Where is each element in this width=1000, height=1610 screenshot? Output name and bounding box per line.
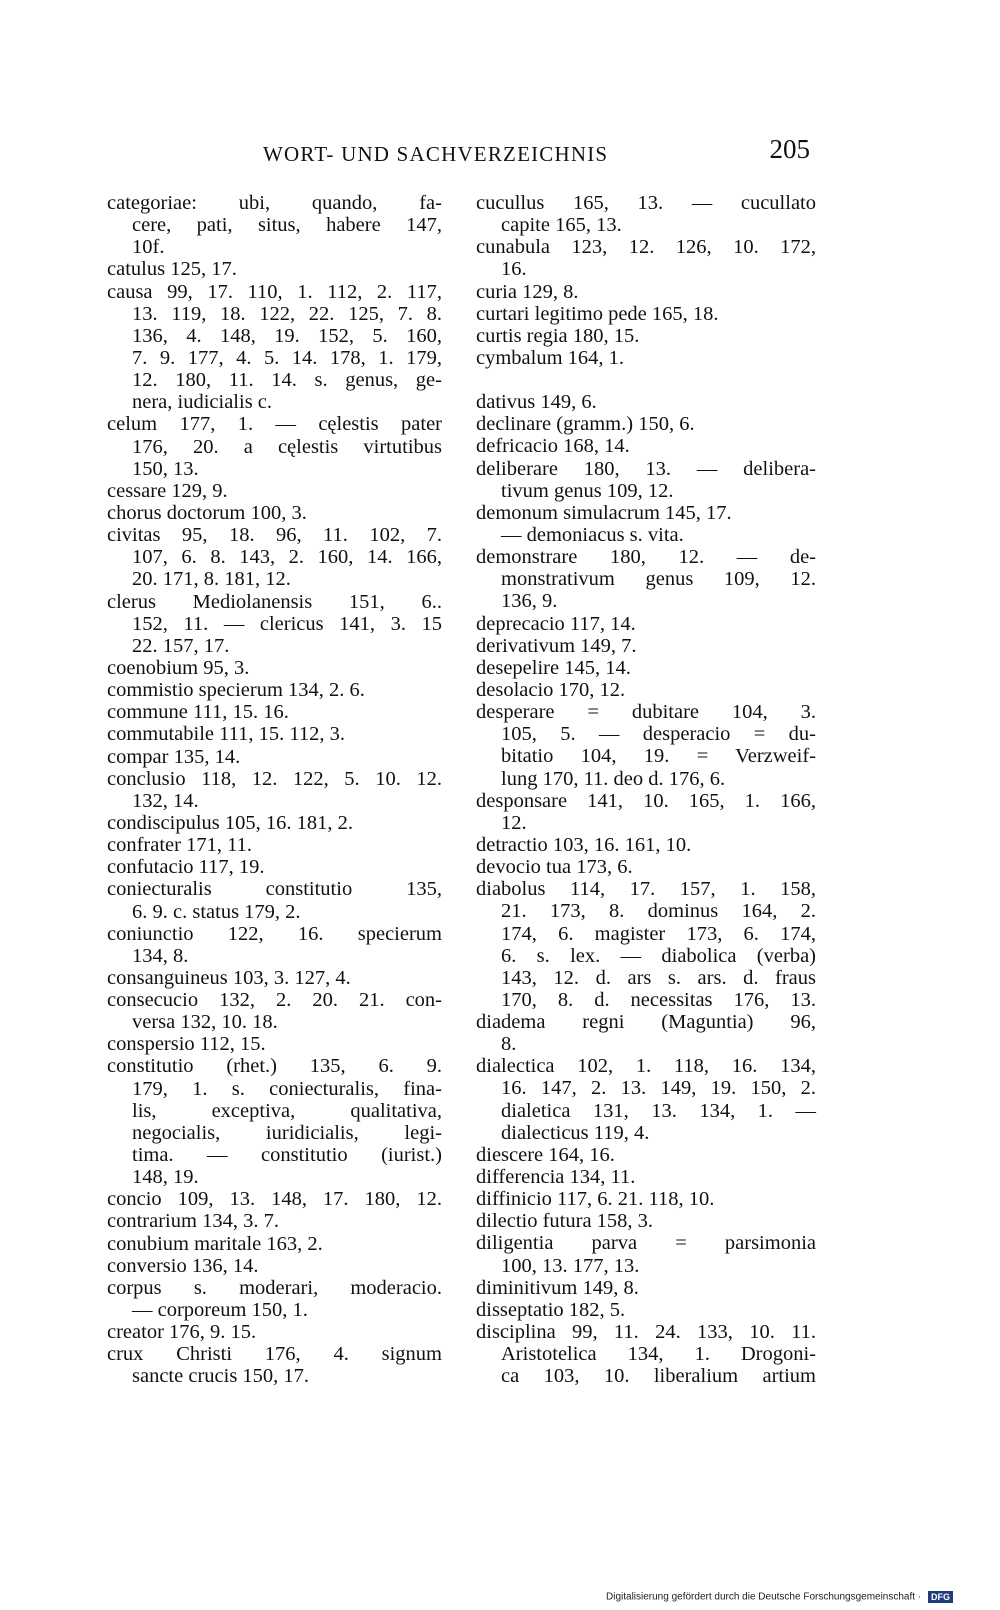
dfg-logo: DFG [928,1591,953,1603]
index-entry-line: cymbalum 164, 1. [476,346,625,369]
index-entry-line: cunabula 123, 12. 126, 10. 172, [476,236,816,259]
index-entry-line: differencia 134, 11. [476,1166,636,1189]
index-entry-line: commutabile 111, 15. 112, 3. [107,723,345,746]
index-entry-continuation: 21. 173, 8. dominus 164, 2. [501,900,816,923]
index-entry-continuation: nera, iudicialis c. [132,391,273,414]
index-entry-line: desolacio 170, 12. [476,678,626,701]
index-entry-line: coenobium 95, 3. [107,656,250,679]
index-entry-continuation: negocialis, iuridicialis, legi- [132,1121,442,1144]
index-entry-continuation: 16. [501,258,527,281]
index-entry-line: cucullus 165, 13. — cucullato [476,192,816,214]
index-entry-continuation: 12. 180, 11. 14. s. genus, ge- [132,369,442,392]
index-entry-continuation: 107, 6. 8. 143, 2. 160, 14. 166, [132,546,442,569]
index-entry-line: curtis regia 180, 15. [476,324,640,347]
index-entry-line: desponsare 141, 10. 165, 1. 166, [476,789,816,812]
index-entry-line: conclusio 118, 12. 122, 5. 10. 12. [107,767,442,790]
index-entry-line: constitutio (rhet.) 135, 6. 9. [107,1055,442,1078]
index-entry-continuation: 22. 157, 17. [132,634,230,657]
index-entry-continuation: versa 132, 10. 18. [132,1011,278,1034]
index-entry-line: cessare 129, 9. [107,479,228,502]
digitization-credit [606,1591,953,1603]
index-entry-continuation: sancte crucis 150, 17. [132,1365,310,1388]
index-entry-line: diminitivum 149, 8. [476,1276,639,1299]
index-entry-line: concio 109, 13. 148, 17. 180, 12. [107,1188,442,1211]
index-entry-continuation: — demoniacus s. vita. [501,523,684,546]
index-entry-line: causa 99, 17. 110, 1. 112, 2. 117, [107,280,442,303]
index-entry-line: dilectio futura 158, 3. [476,1210,654,1233]
index-entry-continuation: 16. 147, 2. 13. 149, 19. 150, 2. [501,1077,816,1100]
index-entry-line: coniecturalis constitutio 135, [107,878,442,901]
index-entry-continuation: 174, 6. magister 173, 6. 174, [501,922,816,945]
index-entry-line: defricacio 168, 14. [476,435,630,458]
index-entry-line: curia 129, 8. [476,280,579,303]
index-column-left [107,192,442,1388]
index-entry-continuation: 143, 12. d. ars s. ars. d. fraus [501,966,816,989]
index-entry-line: civitas 95, 18. 96, 11. 102, 7. [107,524,442,547]
index-entry-continuation: 7. 9. 177, 4. 5. 14. 178, 1. 179, [132,346,442,369]
index-entry-line: disseptatio 182, 5. [476,1298,626,1321]
index-entry-continuation: 132, 14. [132,789,199,812]
index-entry-continuation: ca 103, 10. liberalium artium [501,1365,816,1388]
index-entry-line: conversio 136, 14. [107,1254,259,1277]
index-entry-line: contrarium 134, 3. 7. [107,1210,279,1233]
page-number: 205 [769,134,810,164]
index-entry-line: creator 176, 9. 15. [107,1321,257,1344]
index-entry-continuation: 8. [501,1033,517,1056]
index-entry-line: crux Christi 176, 4. signum [107,1343,442,1366]
index-entry-continuation: 100, 13. 177, 13. [501,1254,640,1277]
index-entry-continuation: Aristotelica 134, 1. Drogoni- [501,1343,816,1366]
index-entry-continuation: 150, 13. [132,457,199,480]
index-entry-line: clerus Mediolanensis 151, 6.. [107,590,442,613]
index-entry-continuation: dialetica 131, 13. 134, 1. — [501,1099,816,1122]
index-entry-line: curtari legitimo pede 165, 18. [476,302,719,325]
index-entry-line: desperare = dubitare 104, 3. [476,701,816,724]
page-title: WORT- UND SACHVERZEICHNIS [263,142,609,166]
index-entry-continuation: 10f. [132,236,165,259]
page-header [108,134,808,174]
index-entry-continuation: tima. — constitutio (iurist.) [132,1144,442,1167]
index-entry-continuation: tivum genus 109, 12. [501,479,674,502]
index-entry-line: compar 135, 14. [107,745,241,768]
index-entry-line: diescere 164, 16. [476,1143,615,1166]
index-entry-line: dativus 149, 6. [476,391,597,414]
index-entry-continuation: bitatio 104, 19. = Verzweif- [501,745,816,768]
index-entry-line: diffinicio 117, 6. 21. 118, 10. [476,1188,715,1211]
index-entry-line: diadema regni (Maguntia) 96, [476,1011,816,1034]
index-entry-continuation: 179, 1. s. coniecturalis, fina- [132,1077,442,1100]
index-entry-continuation: capite 165, 13. [501,214,622,237]
footer-text: Digitalisierung gefördert durch die Deutsche Forschungsgemeinschaft · [606,1591,922,1603]
index-entry-continuation: — corporeum 150, 1. [132,1299,308,1322]
index-entry-continuation: 13. 119, 18. 122, 22. 125, 7. 8. [132,302,442,325]
index-entry-line: deliberare 180, 13. — delibera- [476,457,816,480]
index-entry-line: catulus 125, 17. [107,258,237,281]
index-entry-line: demonstrare 180, 12. — de- [476,546,816,569]
index-entry-line: detractio 103, 16. 161, 10. [476,833,692,856]
index-entry-continuation: 105, 5. — desperacio = du- [501,723,816,746]
index-entry-line: demonum simulacrum 145, 17. [476,501,732,524]
index-entry-line: desepelire 145, 14. [476,656,631,679]
index-entry-line: devocio tua 173, 6. [476,856,633,879]
index-entry-line: commistio specierum 134, 2. 6. [107,679,365,702]
index-entry-line: disciplina 99, 11. 24. 133, 10. 11. [476,1321,816,1344]
index-entry-continuation: 176, 20. a cęlestis virtutibus [132,435,442,458]
index-entry-continuation: 152, 11. — clericus 141, 3. 15 [132,612,442,635]
index-entry-line: coniunctio 122, 16. specierum [107,922,442,945]
index-entry-continuation: 148, 19. [132,1166,199,1189]
index-entry-continuation: 6. 9. c. status 179, 2. [132,900,301,923]
index-entry-line: consecucio 132, 2. 20. 21. con- [107,989,442,1012]
index-entry-line: deprecacio 117, 14. [476,612,636,635]
index-entry-line: categoriae: ubi, quando, fa- [107,192,442,214]
index-entry-continuation: monstrativum genus 109, 12. [501,568,816,591]
index-entry-line: conspersio 112, 15. [107,1033,266,1056]
index-entry-line: confrater 171, 11. [107,834,252,857]
index-entry-continuation: 134, 8. [132,944,189,967]
index-entry-continuation: dialecticus 119, 4. [501,1121,650,1144]
index-entry-line: celum 177, 1. — cęlestis pater [107,413,442,436]
index-entry-line: confutacio 117, 19. [107,856,265,879]
index-entry-line: corpus s. moderari, moderacio. [107,1276,442,1299]
index-entry-continuation: cere, pati, situs, habere 147, [132,214,442,237]
index-entry-line: chorus doctorum 100, 3. [107,501,307,524]
index-entry-line: diabolus 114, 17. 157, 1. 158, [476,878,816,901]
index-entry-continuation: 6. s. lex. — diabolica (verba) [501,944,816,967]
index-entry-continuation: lis, exceptiva, qualitativa, [132,1099,442,1122]
index-entry-continuation: 170, 8. d. necessitas 176, 13. [501,988,816,1011]
index-entry-continuation: lung 170, 11. deo d. 176, 6. [501,767,726,790]
section-gap [476,369,816,391]
index-entry-continuation: 20. 171, 8. 181, 12. [132,568,291,591]
index-entry-line: derivativum 149, 7. [476,634,637,657]
index-entry-line: consanguineus 103, 3. 127, 4. [107,966,351,989]
index-entry-line: conubium maritale 163, 2. [107,1232,323,1255]
index-entry-line: diligentia parva = parsimonia [476,1232,816,1255]
index-entry-line: dialectica 102, 1. 118, 16. 134, [476,1055,816,1078]
index-entry-continuation: 136, 4. 148, 19. 152, 5. 160, [132,324,442,347]
index-entry-line: commune 111, 15. 16. [107,701,289,724]
index-entry-continuation: 12. [501,811,527,834]
index-entry-continuation: 136, 9. [501,590,558,613]
index-column-right [476,192,816,1387]
index-entry-line: declinare (gramm.) 150, 6. [476,413,695,436]
index-entry-line: condiscipulus 105, 16. 181, 2. [107,811,353,834]
